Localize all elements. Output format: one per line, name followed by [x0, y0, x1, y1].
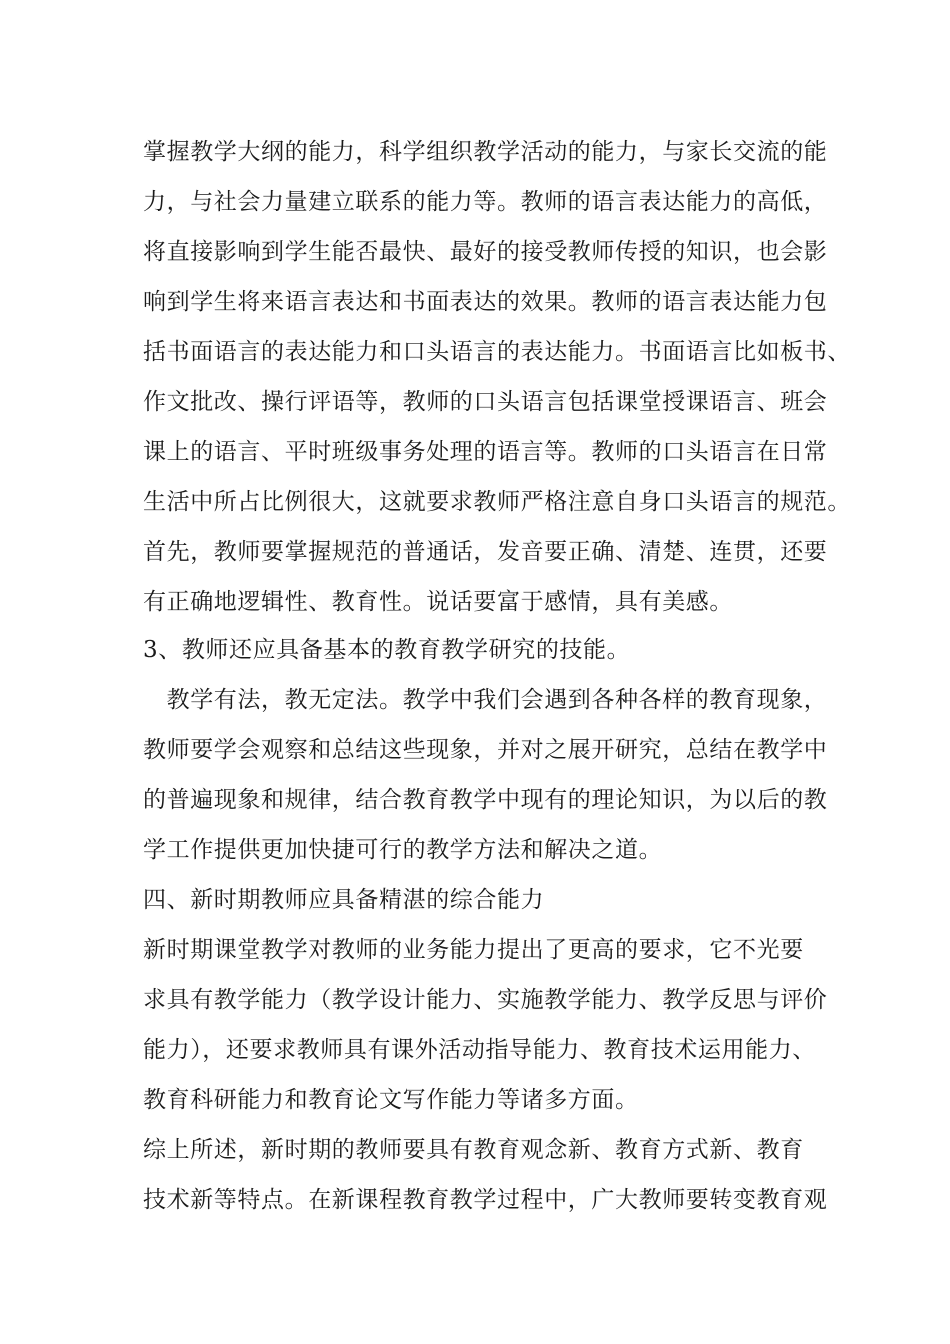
paragraph-line: 教育科研能力和教育论文写作能力等诸多方面。	[143, 1087, 639, 1113]
paragraph-line: 将直接影响到学生能否最快、最好的接受教师传授的知识，也会影	[143, 239, 828, 265]
paragraph-line: 响到学生将来语言表达和书面表达的效果。教师的语言表达能力包	[143, 289, 828, 315]
section-heading: 四、新时期教师应具备精湛的综合能力	[143, 887, 545, 913]
paragraph-line: 学工作提供更加快捷可行的教学方法和解决之道。	[143, 837, 663, 863]
paragraph-line: 括书面语言的表达能力和口头语言的表达能力。书面语言比如板书、	[143, 339, 851, 365]
paragraph-line: 教学有法，教无定法。教学中我们会遇到各种各样的教育现象，	[143, 687, 828, 713]
paragraph-line: 新时期课堂教学对教师的业务能力提出了更高的要求，它不光要	[143, 937, 804, 963]
paragraph-line: 有正确地逻辑性、教育性。说话要富于感情，具有美感。	[143, 589, 733, 615]
paragraph-line: 技术新等特点。在新课程教育教学过程中，广大教师要转变教育观	[143, 1187, 828, 1213]
paragraph-line: 能力），还要求教师具有课外活动指导能力、教育技术运用能力、	[143, 1037, 816, 1063]
paragraph-line: 求具有教学能力（教学设计能力、实施教学能力、教学反思与评价	[143, 987, 828, 1013]
paragraph-line: 课上的语言、平时班级事务处理的语言等。教师的口头语言在日常	[143, 439, 828, 465]
paragraph-line: 的普遍现象和规律，结合教育教学中现有的理论知识，为以后的教	[143, 787, 828, 813]
paragraph-line: 掌握教学大纲的能力，科学组织教学活动的能力，与家长交流的能	[143, 139, 828, 165]
paragraph-line: 生活中所占比例很大，这就要求教师严格注意自身口头语言的规范。	[143, 489, 851, 515]
paragraph-line: 综上所述，新时期的教师要具有教育观念新、教育方式新、教育	[143, 1137, 804, 1163]
section-heading: 3、教师还应具备基本的教育教学研究的技能。	[143, 637, 631, 663]
paragraph-line: 首先，教师要掌握规范的普通话，发音要正确、清楚、连贯，还要	[143, 539, 828, 565]
paragraph-line: 作文批改、操行评语等，教师的口头语言包括课堂授课语言、班会	[143, 389, 828, 415]
paragraph-line: 教师要学会观察和总结这些现象，并对之展开研究，总结在教学中	[143, 737, 828, 763]
paragraph-line: 力，与社会力量建立联系的能力等。教师的语言表达能力的高低，	[143, 189, 828, 215]
